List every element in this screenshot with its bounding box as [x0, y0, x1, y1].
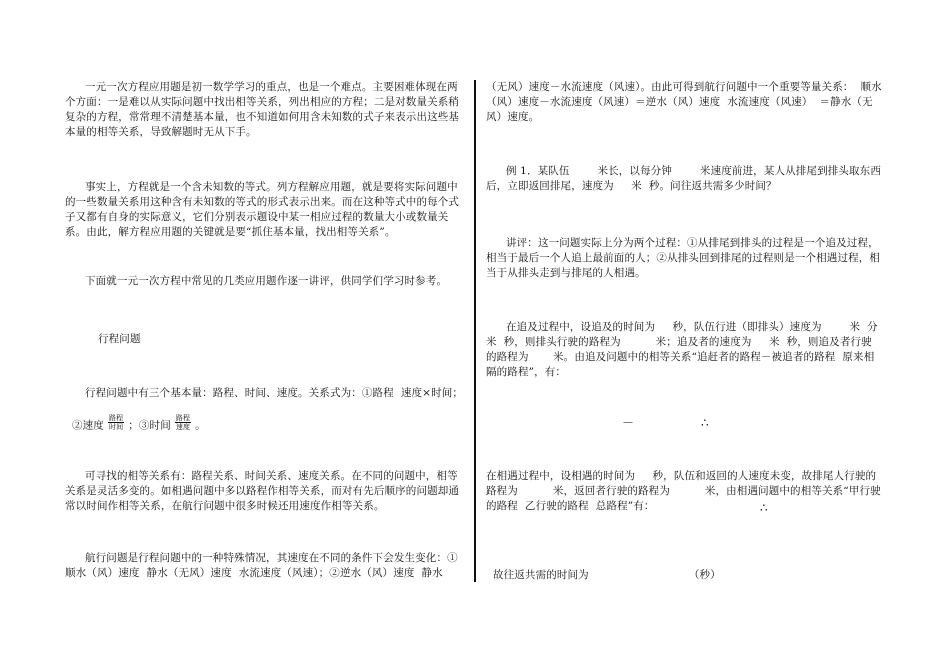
speed-fraction-numerator: 路程 — [108, 414, 124, 422]
seconds-unit: （秒） — [688, 569, 721, 581]
example-1-commentary: 讲评：这一问题实际上分为两个过程：①从排尾到排头的过程是一个追及过程，相当于最后一个人追上最前面的人；②从排头回到排尾的过程则是一个相遇过程，相当于从排头走到与排尾的人相遇。 — [486, 237, 881, 279]
overview-paragraph: 下面就一元一次方程中常见的几类应用题作逐一讲评，供同学们学习时参考。 — [85, 275, 448, 287]
basic-quantities-paragraph: 行程问题中有三个基本量：路程、时间、速度。关系式为：①路程 速度×时间； — [85, 387, 464, 399]
formula-line — [65, 402, 465, 434]
time-fraction-numerator: 路程 — [175, 414, 191, 422]
speed-fraction — [108, 414, 124, 431]
intro-paragraph: 一元一次方程应用题是初一数学学习的重点，也是一个难点。主要困难体现在两个方面：一是难以从实际问题中找出相等关系，列出相应的方程；二是对数量关系稍复杂的方程，常常理不清楚基本量，也不知道如何用含未知数的式子来表示出这些基本量的相等关系，导致解题时无从下手。 — [65, 81, 460, 138]
time-fraction-denominator: 速度 — [175, 423, 191, 431]
example-1-problem: 例 1．某队伍 米长，以每分钟 米速度前进，某人从排尾到排头取东西后，立即返回排尾，速度为 米 秒。问往返共需多少时间？ — [486, 165, 881, 192]
time-fraction — [175, 414, 191, 431]
section-heading-travel-problems: 行程问题 — [98, 333, 141, 345]
pursuit-process-paragraph: 在追及过程中，设追及的时间为 秒，队伍行进（即排头）速度为 米 分 米 秒，则排头行驶的路程为 米；追及者的速度为 米 秒，则追及者行驶的路程为 米。由追及问题中的相等关系“追赶者的路程－被追者的路程 原来相隔的路程”，有： — [486, 321, 910, 378]
navigation-relation-paragraph: （无风）速度－水流速度（风速）。由此可得到航行问题中一个重要等量关系： 顺水（风）速度－水流速度（风速）＝逆水（风）速度 水流速度（风速） ＝静水（无风）速度。 — [486, 81, 882, 123]
time-formula-label: ；③时间 — [128, 419, 171, 432]
therefore-symbol-2: ∴ — [760, 501, 768, 515]
total-time-label: 故往返共需的时间为 — [492, 569, 589, 581]
speed-fraction-denominator: 时间 — [108, 423, 124, 431]
therefore-symbol-1: ∴ — [701, 416, 709, 430]
meeting-process-paragraph: 在相遇过程中，设相遇的时间为 秒，队伍和返回的人速度未变，故排尾人行驶的路程为 米，返回者行驶的路程为 米，由相遇问题中的相等关系“甲行驶的路程 乙行驶的路程 总路程”有： — [486, 470, 881, 512]
total-time-answer-line — [486, 553, 882, 583]
equation-minus-sign: － — [622, 416, 635, 430]
equal-relations-paragraph: 可寻找的相等关系有：路程关系、时间关系、速度关系。在不同的问题中，相等关系是灵活多变的。如相遇问题中多以路程作相等关系，而对有先后顺序的问题却通常以时间作相等关系，在航行问题中很多时候还用速度作相等关系。 — [65, 470, 460, 512]
column-divider — [474, 80, 476, 582]
equation-definition-paragraph: 事实上，方程就是一个含未知数的等式。列方程解应用题，就是要将实际问题中的一些数量关系用这种含有未知数的等式的形式表示出来。而在这种等式中的每个式子又都有自身的实际意义，它们分别表示题设中某一相应过程的数量大小或数量关系。由此，解方程应用题的关键就是要“抓住基本量，找出相等关系”。 — [65, 181, 460, 238]
formula-line-end: 。 — [195, 419, 206, 432]
navigation-problem-paragraph: 航行问题是行程问题中的一种特殊情况，其速度在不同的条件下会发生变化：①顺水（风）速度 静水（无风）速度 水流速度（风速）；②逆水（风）速度 静水 — [65, 552, 458, 579]
speed-formula-label: ②速度 — [71, 419, 104, 432]
